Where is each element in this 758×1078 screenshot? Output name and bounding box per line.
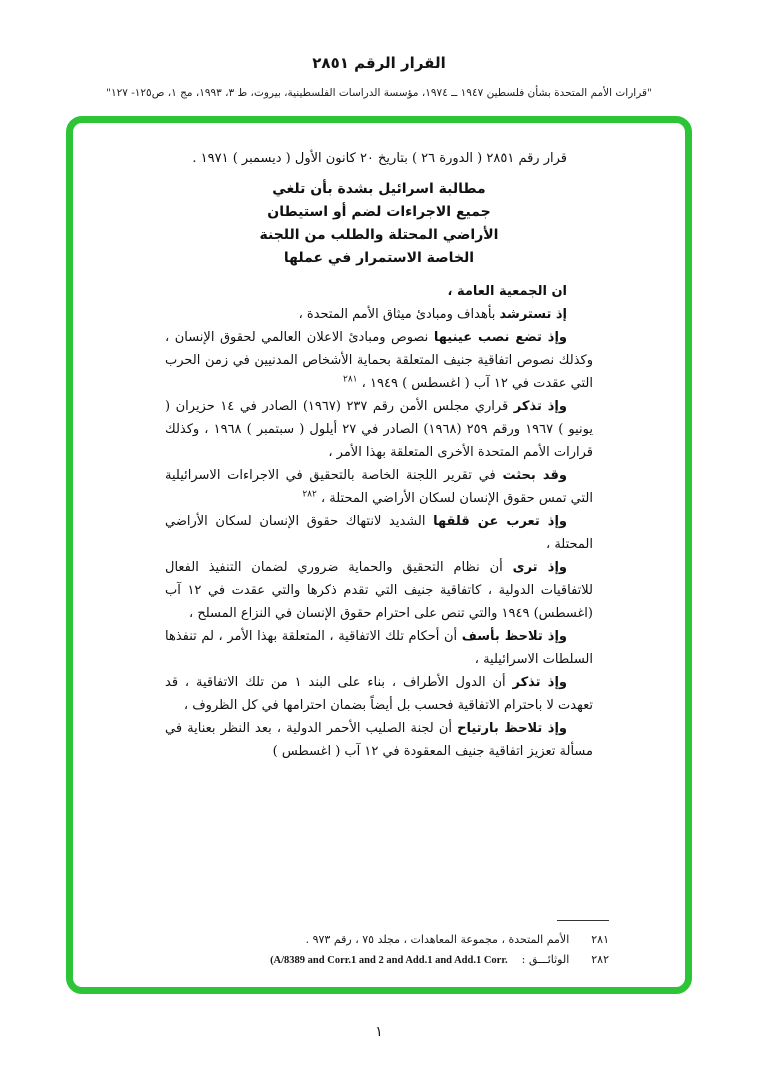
footnote-divider xyxy=(557,920,609,921)
paragraph-lead: وإذ تذكر xyxy=(513,399,567,414)
body-paragraph xyxy=(165,303,593,326)
page-header xyxy=(0,0,758,99)
paragraph-text: أن الدول الأطراف ، بناء على البند ١ من تلك الاتفاقية ، قد تعهدت لا باحترام الاتفاقية فحسب بل أيضاً بضمان احترامها في كل الظروف ، xyxy=(165,675,593,713)
footnote-document-reference: (A/8389 and Corr.1 and 2 and Add.1 and Add.1 Corr. xyxy=(270,955,508,966)
body-paragraph xyxy=(165,280,593,303)
body-paragraph xyxy=(165,464,593,510)
source-citation: "قرارات الأمم المتحدة بشأن فلسطين ١٩٤٧ ــ ١٩٧٤، مؤسسة الدراسات الفلسطينية، بيروت، ط ٣، ١٩٩٣، مج ١، ص١٢٥- ١٢٧" xyxy=(106,87,652,99)
page-number: ١ xyxy=(375,1024,383,1040)
footnote-number: ٢٨١ xyxy=(591,933,609,946)
document-frame xyxy=(66,116,692,994)
footnote-number: ٢٨٢ xyxy=(591,953,609,966)
paragraph-text: الشديد لانتهاك حقوق الإنسان لسكان الأراضي المحتلة ، xyxy=(165,514,593,552)
footnote-item xyxy=(165,950,609,971)
paragraph-text: أن لجنة الصليب الأحمر الدولية ، بعد النظر بعناية في مسألة تعزيز اتفاقية جنيف المعقودة في ١٢ آب ( اغسطس ) xyxy=(165,721,593,759)
paragraph-lead: وإذ تعرب عن قلقها xyxy=(433,514,567,529)
heading-line: الأراضي المحتلة والطلب من اللجنة xyxy=(259,227,499,243)
paragraph-lead: وإذ تلاحظ بأسف xyxy=(461,629,567,644)
footnote-label: الوثائـــق : xyxy=(521,953,570,966)
paragraph-lead: وإذ ترى xyxy=(512,560,568,575)
heading-line: الخاصة الاستمرار في عملها xyxy=(283,250,475,266)
paragraph-lead: وإذ تلاحظ بارتياح xyxy=(457,721,567,736)
paragraph-text: نصوص ومبادئ الاعلان العالمي لحقوق الإنسان ، وكذلك نصوص اتفاقية جنيف المتعلقة بحماية الأشخاص المدنيين في زمن الحرب التي عقدت في ١٢ آب ( اغسطس ) ١٩٤٩ ، xyxy=(165,330,593,391)
footnote-item xyxy=(165,930,609,950)
heading-line: مطالبة اسرائيل بشدة بأن تلغي xyxy=(272,181,486,197)
paragraph-text: أن أحكام تلك الاتفاقية ، المتعلقة بهذا الأمر ، لم تنفذها السلطات الاسرائيلية ، xyxy=(165,629,593,667)
resolution-number-title: القرار الرقم ٢٨٥١ xyxy=(312,54,446,72)
intro-paragraph: قرار رقم ٢٨٥١ ( الدورة ٢٦ ) بتاريخ ٢٠ كانون الأول ( ديسمبر ) ١٩٧١ . xyxy=(192,151,567,166)
footnote-text: الأمم المتحدة ، مجموعة المعاهدات ، مجلد ٧٥ ، رقم ٩٧٣ . xyxy=(305,933,570,946)
body-paragraph xyxy=(165,556,593,625)
body-paragraph xyxy=(165,510,593,556)
document-content xyxy=(165,147,593,763)
body-paragraph xyxy=(165,326,593,395)
body-paragraph xyxy=(165,395,593,464)
body-paragraph xyxy=(165,717,593,763)
paragraph-text: أن نظام التحقيق والحماية ضروري لضمان التنفيذ الفعال للاتفاقيات الدولية ، كاتفاقية جنيف التي تقدم ذكرها والتي عقدت في ١٢ آب (اغسطس) ١٩٤٩ والتي تنص على احترام حقوق الإنسان في النزاع المسلح ، xyxy=(165,560,594,621)
paragraph-text: في تقرير اللجنة الخاصة بالتحقيق في الاجراءات الاسرائيلية التي تمس حقوق الإنسان لسكان الأراضي المحتلة ، xyxy=(165,468,593,506)
heading-line: جميع الاجراءات لضم أو استيطان xyxy=(267,204,491,220)
paragraph-lead: وإذ تذكر xyxy=(512,675,567,690)
resolution-heading xyxy=(165,178,593,270)
paragraph-text: قراري مجلس الأمن رقم ٢٣٧ (١٩٦٧) الصادر في ١٤ حزيران ( يونيو ) ١٩٦٧ ورقم ٢٥٩ (١٩٦٨) الصادر في ٢٧ أيلول ( سبتمبر ) ١٩٦٨ ، وكذلك قرارات الأمم المتحدة الأخرى المتعلقة بهذا الأمر ، xyxy=(165,399,593,460)
footnotes-section xyxy=(165,920,609,971)
paragraph-lead: ان الجمعية العامة ، xyxy=(447,284,567,299)
paragraph-lead: وإذ تضع نصب عينيها xyxy=(433,330,567,345)
footnote-ref: ٢٨٢ xyxy=(302,489,317,500)
paragraph-lead: إذ تسترشد xyxy=(499,307,567,322)
body-paragraph xyxy=(165,625,593,671)
footnote-ref: ٢٨١ xyxy=(343,374,358,385)
body-paragraph xyxy=(165,671,593,717)
paragraph-text: بأهداف ومبادئ ميثاق الأمم المتحدة ، xyxy=(298,307,500,322)
paragraph-lead: وقد بحثت xyxy=(502,468,567,483)
